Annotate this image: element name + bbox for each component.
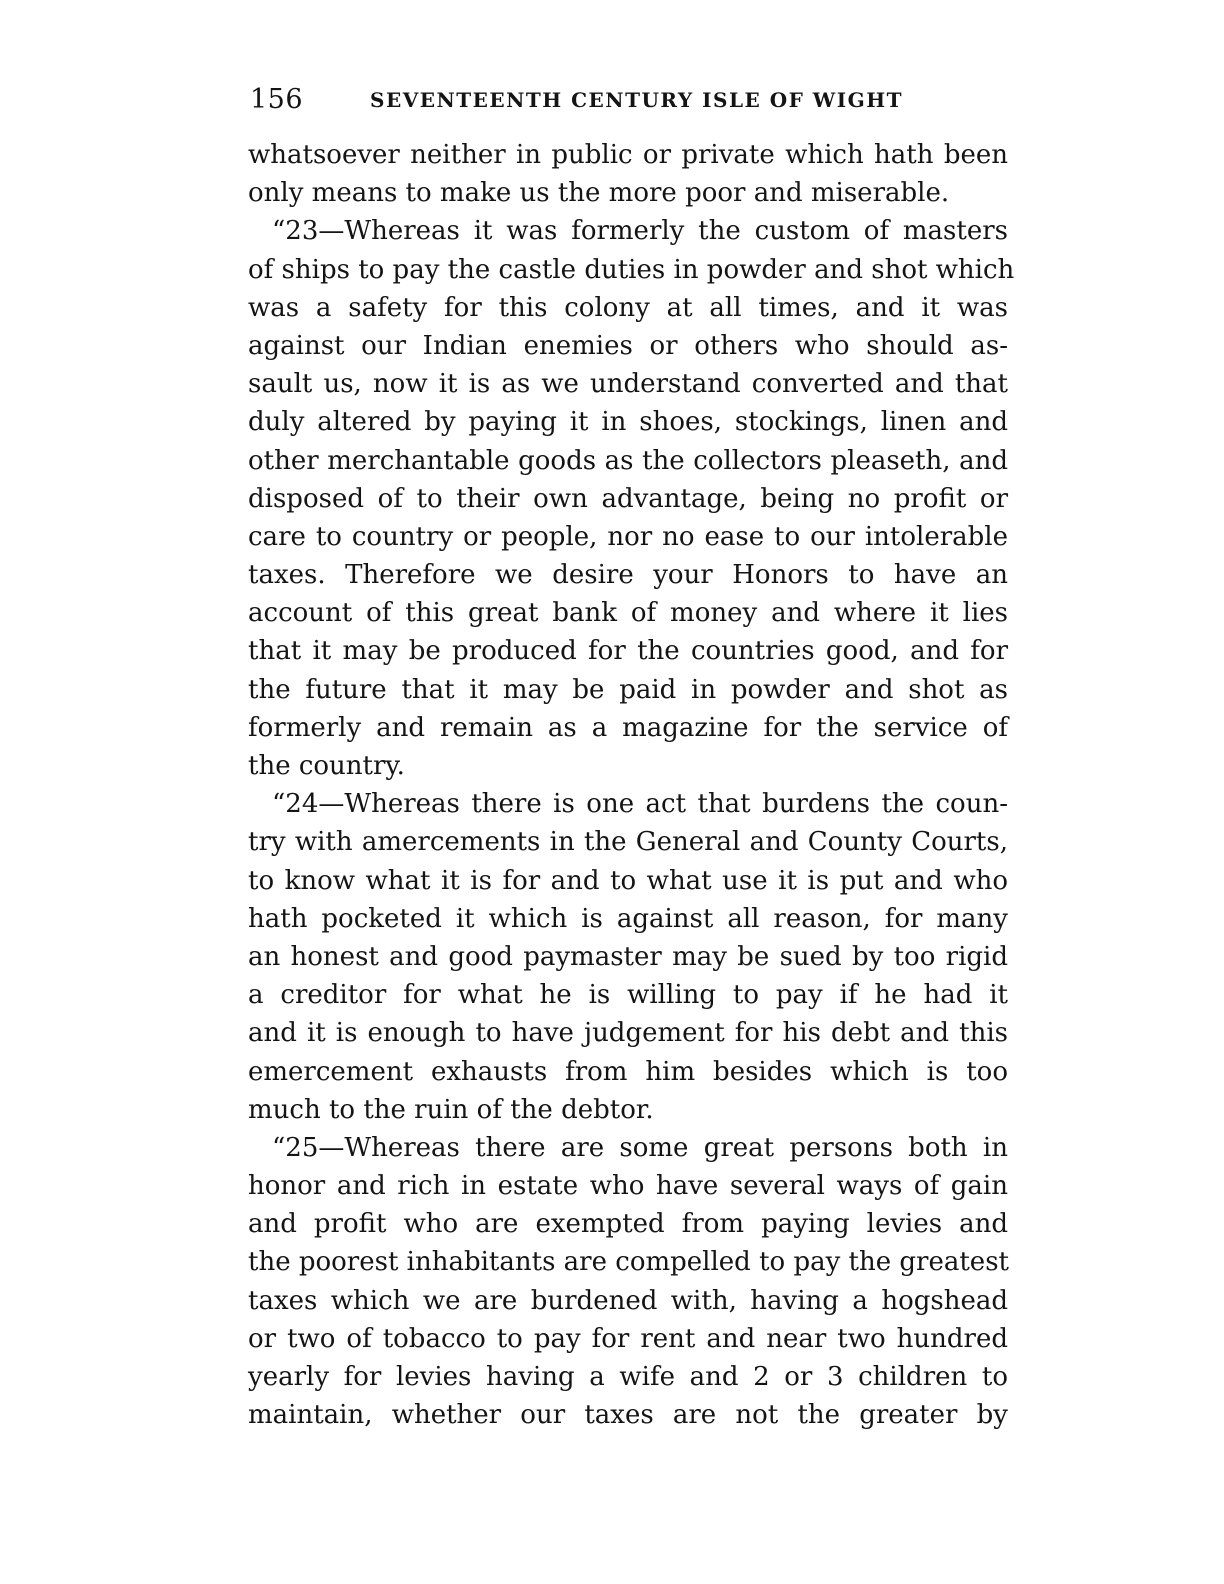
page-number: 156 [250, 84, 304, 115]
text-line: “23—Whereas it was formerly the custom of masters [272, 216, 1008, 247]
text-line: sault us, now it is as we understand converted and that [248, 369, 1008, 400]
running-title: SEVENTEENTH CENTURY ISLE OF WIGHT [370, 88, 903, 112]
text-line: to know what it is for and to what use it is put and who [248, 865, 1008, 896]
text-line: hath pocketed it which is against all reason, for many [248, 903, 1008, 934]
book-page [248, 78, 1015, 1434]
text-line: that it may be produced for the countries good, and for [248, 636, 1008, 667]
text-line: emercement exhausts from him besides which is too [248, 1056, 1008, 1087]
text-line: formerly and remain as a magazine for the service of [248, 712, 1008, 743]
body-text [248, 136, 1015, 1434]
text-line: honor and rich in estate who have several ways of gain [248, 1171, 1008, 1202]
paragraph-continuation [248, 136, 1008, 212]
paragraph-item-24 [248, 785, 1008, 1129]
text-line: disposed of to their own advantage, being no profit or [248, 483, 1008, 514]
text-line: the poorest inhabitants are compelled to pay the greatest [248, 1247, 1009, 1278]
paragraph-item-23 [248, 212, 1015, 785]
text-line: against our Indian enemies or others who should as- [248, 330, 1008, 361]
text-line: account of this great bank of money and where it lies [248, 598, 1008, 629]
text-line: “24—Whereas there is one act that burdens the coun- [272, 789, 1008, 820]
running-head [248, 78, 1008, 118]
text-line: taxes. Therefore we desire your Honors to have an [248, 560, 1008, 591]
text-line: and profit who are exempted from paying levies and [248, 1209, 1008, 1240]
text-line: or two of tobacco to pay for rent and near two hundred [248, 1323, 1008, 1354]
text-line: maintain, whether our taxes are not the greater by [248, 1400, 1008, 1431]
text-line: taxes which we are burdened with, having a hogshead [248, 1285, 1008, 1316]
text-line: of ships to pay the castle duties in powder and shot which [248, 254, 1015, 285]
text-line: duly altered by paying it in shoes, stockings, linen and [248, 407, 1008, 438]
paragraph-item-25 [248, 1129, 1008, 1435]
text-line: was a safety for this colony at all times, and it was [248, 292, 1008, 323]
text-line: an honest and good paymaster may be sued by too rigid [248, 941, 1008, 972]
text-line: only means to make us the more poor and miserable. [248, 178, 950, 209]
text-line: the future that it may be paid in powder and shot as [248, 674, 1008, 705]
text-line: “25—Whereas there are some great persons both in [272, 1132, 1008, 1163]
text-line: try with amercements in the General and County Courts, [248, 827, 1008, 858]
text-line: and it is enough to have judgement for his debt and this [248, 1018, 1008, 1049]
text-line: much to the ruin of the debtor. [248, 1094, 654, 1125]
text-line: a creditor for what he is willing to pay if he had it [248, 980, 1008, 1011]
text-line: the country. [248, 751, 405, 781]
text-line: yearly for levies having a wife and 2 or 3 children to [248, 1362, 1008, 1392]
text-line: whatsoever neither in public or private which hath been [248, 140, 1008, 170]
text-line: other merchantable goods as the collectors pleaseth, and [248, 445, 1008, 476]
text-line: care to country or people, nor no ease to our intolerable [248, 521, 1008, 552]
